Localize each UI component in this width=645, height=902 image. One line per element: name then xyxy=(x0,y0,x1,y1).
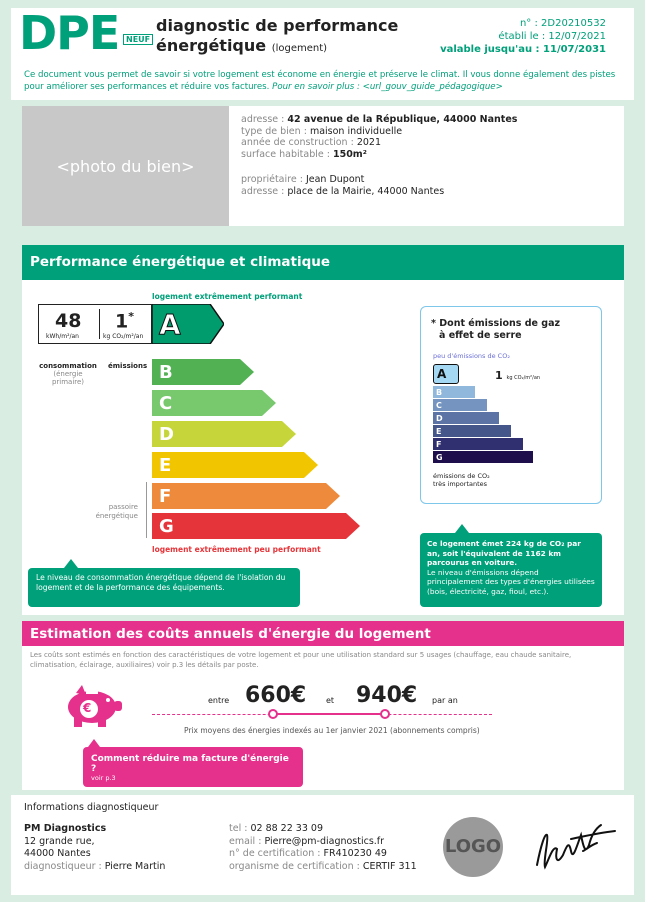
doc-number: n° : 2D20210532 xyxy=(519,18,606,29)
ges-class-bar-c xyxy=(433,399,487,411)
ges-class-bar-f xyxy=(433,438,523,450)
ges-note xyxy=(420,533,602,607)
ges-note-pointer xyxy=(455,524,469,533)
ges-bottom-line1: émissions de CO₂ xyxy=(433,472,490,480)
emission-caption: émissions xyxy=(108,362,148,370)
passoire-label xyxy=(88,503,138,521)
property-type: maison individuelle xyxy=(309,125,403,137)
dpe-class-letter: G xyxy=(159,516,174,537)
property-address: 42 avenue de la République, 44000 Nantes xyxy=(287,114,518,125)
ges-title-line2: à effet de serre xyxy=(439,330,522,341)
consumption-caption-sub: (énergie primaire) xyxy=(51,370,85,386)
ges-class-bar-d xyxy=(433,412,499,424)
costs-between: entre xyxy=(208,696,230,705)
email-value[interactable]: Pierre@pm-diagnostics.fr xyxy=(264,835,385,847)
emission-star: * xyxy=(128,310,134,323)
reduce-bill-title: Comment réduire ma facture d'énergie ? xyxy=(91,754,289,774)
intro-box xyxy=(11,66,634,100)
doc-title-word: énergétique xyxy=(156,36,267,55)
neuf-badge: NEUF xyxy=(123,34,153,45)
emission-number: 1 xyxy=(115,310,129,333)
ges-bottom-line2: très importantes xyxy=(433,480,488,488)
diagnostician-section xyxy=(11,795,634,895)
ges-value-number: 1 xyxy=(495,369,503,382)
dpe-class-bar-g xyxy=(152,513,360,539)
costs-min: 660€ xyxy=(245,683,307,708)
value-divider xyxy=(99,309,100,339)
emission-value xyxy=(115,310,134,332)
dpe-class-bar-e xyxy=(152,452,318,478)
ges-class-letter: E xyxy=(436,426,442,436)
dpe-class-letter: C xyxy=(159,393,173,414)
owner-address-label: adresse : xyxy=(241,185,285,197)
consumption-value: 48 xyxy=(55,310,82,332)
costs-and: et xyxy=(326,696,335,705)
costs-range-solid xyxy=(274,713,384,715)
ges-top-label: peu d'émissions de CO₂ xyxy=(433,352,510,360)
property-surface: 150m² xyxy=(332,148,367,160)
intro-text: Ce document vous permet de savoir si votre logement est économe en énergie et préserve le climat. Il vous donne également des pistes pour améliorer ses performances et réduire vos factures. xyxy=(24,70,616,92)
property-photo xyxy=(22,106,229,226)
doc-title-line1: diagnostic de performance xyxy=(156,16,399,35)
ges-class-letter: A xyxy=(437,367,447,381)
costs-prices-note: Prix moyens des énergies indexés au 1er janvier 2021 (abonnements compris) xyxy=(184,726,480,735)
dpe-class-bars xyxy=(152,245,382,615)
diagnostician-contact xyxy=(229,823,417,873)
dpe-top-label: logement extrêmement performant xyxy=(152,292,303,301)
dpe-class-bar-f xyxy=(152,483,340,509)
ges-box xyxy=(420,306,602,504)
ges-class-letter: F xyxy=(436,439,442,449)
diagnostician-label: diagnostiqueur : xyxy=(24,860,102,872)
diagnostician-name: Pierre Martin xyxy=(104,860,166,872)
dpe-class-bar-a xyxy=(152,304,224,344)
ges-class-bar-a xyxy=(433,364,459,384)
costs-max-marker xyxy=(380,709,390,719)
performance-title: Performance énergétique et climatique xyxy=(30,254,331,270)
company-name: PM Diagnostics xyxy=(24,823,107,834)
consumption-caption-title: consommation xyxy=(39,362,97,370)
ges-class-letter: G xyxy=(436,452,443,462)
surface-label: surface habitable : xyxy=(241,148,330,160)
ges-class-letter: B xyxy=(436,387,443,397)
owner-name: Jean Dupont xyxy=(305,174,365,185)
dpe-class-letter: E xyxy=(159,455,172,476)
dpe-logo: DPE xyxy=(19,6,120,60)
emission-unit: kg CO₂/m²/an xyxy=(103,333,144,340)
org-value: CERTIF 311 xyxy=(362,860,417,872)
performance-section xyxy=(22,245,624,615)
email-label: email : xyxy=(229,835,262,847)
company-logo xyxy=(443,817,503,877)
dpe-value-box xyxy=(38,304,152,344)
passoire-line2: énergétique xyxy=(95,512,138,520)
performance-note-text: Le niveau de consommation énergétique dépend de l'isolation du logement et de la performance des équipements. xyxy=(36,573,286,592)
reduce-bill-callout[interactable] xyxy=(83,747,303,787)
doc-title-suffix: (logement) xyxy=(271,43,328,54)
consumption-unit: kWh/m²/an xyxy=(46,333,79,340)
ges-note-bold: Ce logement émet 224 kg de CO₂ par an, soit l'équivalent de 1162 km parcourus en voiture. xyxy=(427,539,581,567)
cert-value: FR410230 49 xyxy=(323,848,387,859)
passoire-bracket xyxy=(146,482,147,538)
ges-note-text: Le niveau d'émissions dépend principalement des types d'énergies utilisées (bois, électricité, gaz, fioul, etc.). xyxy=(427,567,595,596)
consumption-caption xyxy=(38,362,98,386)
diagnostician-left xyxy=(24,823,165,873)
ges-bottom-label xyxy=(433,472,490,488)
ges-class-bar-e xyxy=(433,425,511,437)
dpe-class-letter: F xyxy=(159,486,172,507)
property-year: 2021 xyxy=(356,137,381,148)
year-label: année de construction : xyxy=(241,137,354,148)
signature-image xyxy=(531,815,621,877)
ges-title xyxy=(431,318,560,342)
performance-note-pointer xyxy=(64,559,78,568)
ges-title-line1: * Dont émissions de gaz xyxy=(431,318,561,329)
header xyxy=(11,8,634,66)
dpe-class-bar-b xyxy=(152,359,254,385)
type-label: type de bien : xyxy=(241,125,307,137)
company-street: 12 grande rue, xyxy=(24,835,95,847)
costs-description: Les coûts sont estimés en fonction des caractéristiques de votre logement et pour une utilisation standard sur 5 usages (chauffage, eau chaude sanitaire, climatisation, éclairage, auxiliaires) voir p.3 les détails par poste. xyxy=(30,651,572,669)
org-label: organisme de certification : xyxy=(229,860,360,872)
costs-title: Estimation des coûts annuels d'énergie du logement xyxy=(30,626,431,642)
ges-class-bar-b xyxy=(433,386,475,398)
costs-per-year: par an xyxy=(432,696,458,705)
address-label: adresse : xyxy=(241,114,285,125)
ges-value-unit: kg CO₂/m²/an xyxy=(506,375,541,381)
doc-valid-until: valable jusqu'au : 11/07/2031 xyxy=(440,44,606,55)
ges-class-letter: D xyxy=(436,413,443,423)
intro-more-link[interactable]: Pour en savoir plus : <url_gouv_guide_pédagogique> xyxy=(272,82,503,92)
doc-established: établi le : 12/07/2021 xyxy=(498,31,606,42)
reduce-bill-sub: voir p.3 xyxy=(91,774,116,782)
ges-class-bar-g xyxy=(433,451,533,463)
passoire-line1: passoire xyxy=(108,503,138,511)
owner-label: propriétaire : xyxy=(241,174,303,185)
dpe-class-letter: D xyxy=(159,424,174,445)
dpe-class-letter: A xyxy=(159,308,181,341)
cert-label: n° de certification : xyxy=(229,848,321,859)
dpe-class-bar-c xyxy=(152,390,276,416)
dpe-class-bar-d xyxy=(152,421,296,447)
performance-note xyxy=(28,568,300,607)
piggy-bank-icon xyxy=(56,685,126,729)
photo-placeholder: <photo du bien> xyxy=(56,156,195,176)
piggy-euro-symbol: € xyxy=(83,701,92,715)
company-city: 44000 Nantes xyxy=(24,848,91,859)
owner-address: place de la Mairie, 44000 Nantes xyxy=(287,185,445,197)
costs-section xyxy=(22,621,624,790)
company-logo-text: LOGO xyxy=(444,835,502,857)
property-info xyxy=(229,106,624,226)
reduce-bill-pointer xyxy=(88,739,100,747)
dpe-class-letter: B xyxy=(159,362,173,383)
doc-title-line2 xyxy=(156,36,327,55)
ges-class-letter: C xyxy=(436,400,442,410)
costs-max: 940€ xyxy=(356,683,418,708)
tel-label: tel : xyxy=(229,823,248,834)
costs-title-bar xyxy=(22,621,624,646)
diagnostician-heading: Informations diagnostiqueur xyxy=(24,802,159,813)
dpe-bottom-label: logement extrêmement peu performant xyxy=(152,545,321,554)
ges-value xyxy=(495,369,540,382)
tel-value[interactable]: 02 88 22 33 09 xyxy=(250,823,323,834)
costs-min-marker xyxy=(268,709,278,719)
